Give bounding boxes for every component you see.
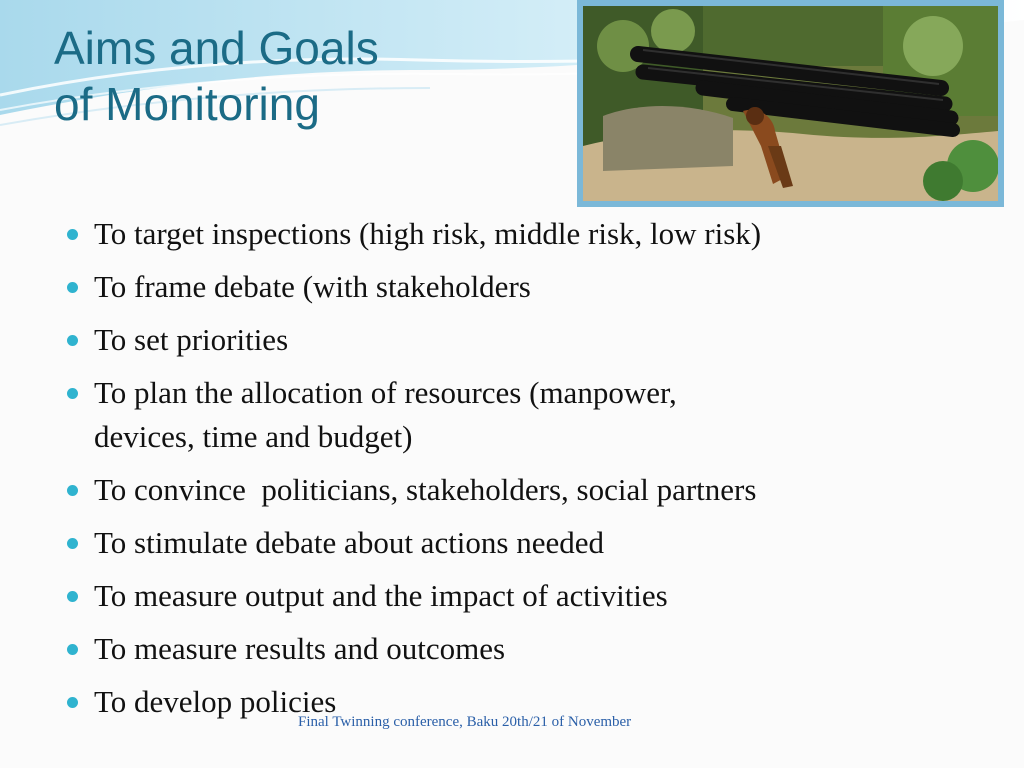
bullet-item [62, 265, 962, 309]
bullet-dot-icon [67, 644, 78, 655]
bullet-list [62, 212, 962, 733]
bullet-text: To measure output and the impact of activities [94, 578, 668, 613]
bullet-dot-icon [67, 229, 78, 240]
bullet-item [62, 371, 962, 459]
bullet-item [62, 521, 962, 565]
pipes-porter-photo [583, 6, 998, 201]
bullet-item [62, 212, 962, 256]
bullet-dot-icon [67, 591, 78, 602]
bullet-dot-icon [67, 538, 78, 549]
bullet-item [62, 318, 962, 362]
bullet-text: To develop policies [94, 684, 337, 719]
bullet-dot-icon [67, 697, 78, 708]
bullet-text: To plan the allocation of resources (manpower, devices, time and budget) [94, 375, 677, 454]
footer-text: Final Twinning conference, Baku 20th/21 of November [298, 714, 632, 730]
bullet-dot-icon [67, 388, 78, 399]
bullet-text: To measure results and outcomes [94, 631, 506, 666]
bullet-text: To stimulate debate about actions needed [94, 525, 605, 560]
bullet-text: To convince politicians, stakeholders, social partners [94, 472, 757, 507]
bullet-item [62, 574, 962, 618]
bullet-text: To frame debate (with stakeholders [94, 269, 531, 304]
title-line-1: Aims and Goals [54, 22, 379, 74]
bullet-text: To target inspections (high risk, middle risk, low risk) [94, 216, 762, 251]
bullet-dot-icon [67, 485, 78, 496]
bullet-dot-icon [67, 282, 78, 293]
photo-frame [577, 0, 1004, 207]
bullet-text: To set priorities [94, 322, 289, 357]
slide-title [54, 20, 379, 132]
title-line-2: of Monitoring [54, 78, 320, 130]
bullet-item [62, 627, 962, 671]
bullet-dot-icon [67, 335, 78, 346]
bullet-item [62, 468, 962, 512]
